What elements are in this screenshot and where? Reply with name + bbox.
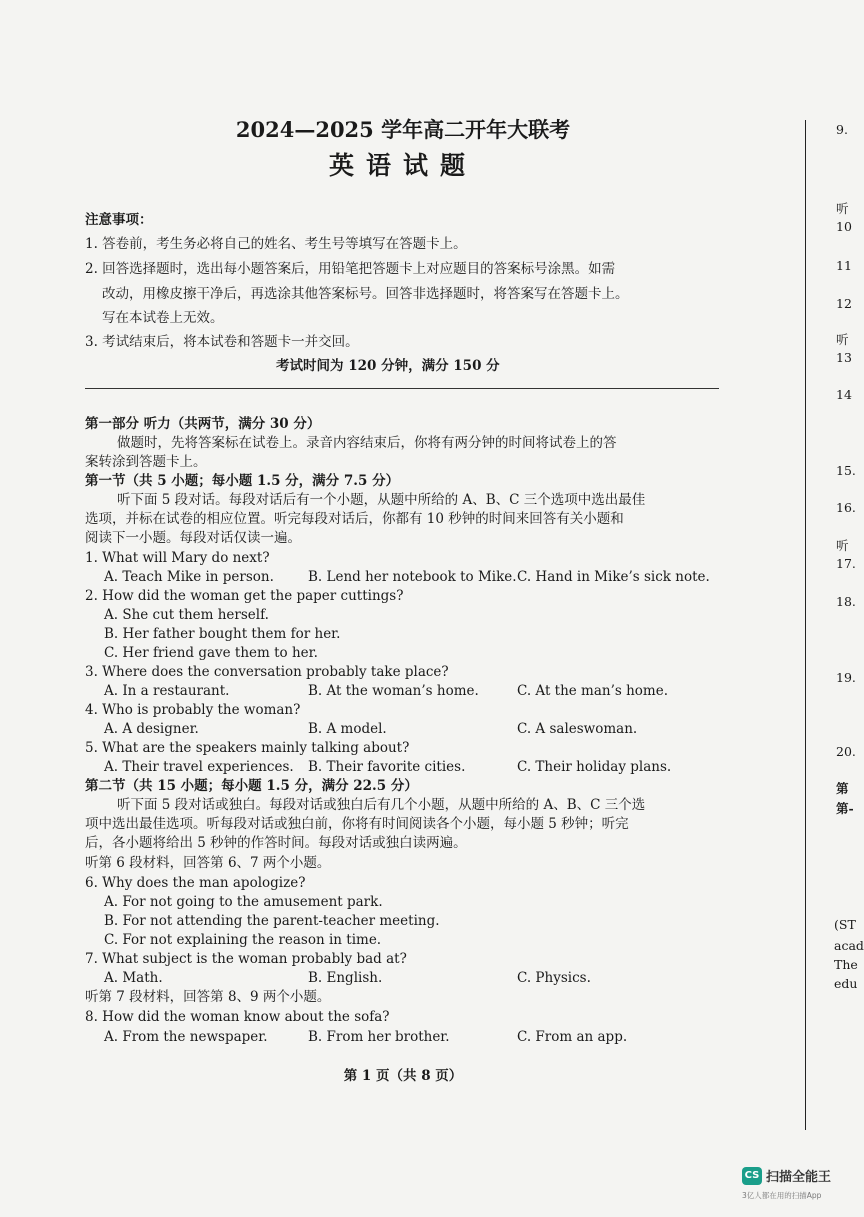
section2-intro: 听下面 5 段对话或独白。每段对话或独白后有几个小题，从题中所给的 A、B、C 三个选 <box>117 797 646 813</box>
option-c: C. Physics. <box>517 970 591 986</box>
edge-text: 第 <box>836 781 849 796</box>
edge-text: 17. <box>836 556 856 571</box>
next-column-fragment <box>830 0 864 1217</box>
option-b: B. For not attending the parent-teacher meeting. <box>104 913 440 929</box>
column-divider <box>805 120 806 1130</box>
edge-text: 15. <box>836 463 856 478</box>
page-number: 第 1 页（共 8 页） <box>343 1068 463 1084</box>
option-a: A. In a restaurant. <box>104 683 230 699</box>
edge-text: 20. <box>836 744 856 759</box>
edge-text: 听 <box>836 201 849 216</box>
exam-time: 考试时间为 120 分钟，满分 150 分 <box>276 358 500 374</box>
option-a: A. For not going to the amusement park. <box>104 894 383 910</box>
edge-text: acad <box>834 938 864 953</box>
option-c: C. Their holiday plans. <box>517 759 672 775</box>
question-stem: 4. Who is probably the woman? <box>85 702 301 718</box>
section1-intro: 听下面 5 段对话。每段对话后有一个小题，从题中所给的 A、B、C 三个选项中选出最佳 <box>117 492 646 508</box>
edge-text: 听 <box>836 332 849 347</box>
notice-item: 改动，用橡皮擦干净后，再选涂其他答案标号。回答非选择题时，将答案写在答题卡上。 <box>102 286 629 302</box>
option-b: B. English. <box>308 970 383 986</box>
option-c: C. A saleswoman. <box>517 721 638 737</box>
option-b: B. Their favorite cities. <box>308 759 466 775</box>
edge-text: 9. <box>836 122 848 137</box>
question-stem: 8. How did the woman know about the sofa? <box>85 1009 390 1025</box>
option-c: C. Her friend gave them to her. <box>104 645 318 661</box>
edge-text: edu <box>834 976 858 991</box>
option-b: B. Lend her notebook to Mike. <box>308 569 517 585</box>
part1-intro: 案转涂到答题卡上。 <box>85 454 207 470</box>
scanner-tagline: 3亿人都在用的扫描App <box>742 1191 822 1200</box>
section2-intro: 项中选出最佳选项。听每段对话或独白前，你将有时间阅读各个小题，每小题 5 秒钟；听完 <box>85 816 629 832</box>
option-a: A. Math. <box>104 970 163 986</box>
section2-intro: 后，各小题将给出 5 秒钟的作答时间。每段对话或独白读两遍。 <box>85 835 467 851</box>
edge-text: (ST <box>834 917 856 932</box>
section1-intro: 选项，并标在试卷的相应位置。听完每段对话后，你都有 10 秒钟的时间来回答有关小题和 <box>85 511 624 527</box>
exam-title: 2024—2025 学年高二开年大联考 <box>235 117 571 142</box>
option-c: C. From an app. <box>517 1029 628 1045</box>
notice-item: 写在本试卷上无效。 <box>102 310 224 326</box>
edge-text: 14 <box>836 387 852 402</box>
edge-text: 第- <box>836 801 854 816</box>
option-b: B. At the woman’s home. <box>308 683 479 699</box>
part1-heading: 第一部分 听力（共两节，满分 30 分） <box>85 416 321 432</box>
edge-text: 11 <box>836 258 852 273</box>
edge-text: The <box>834 957 858 972</box>
section1-heading: 第一节（共 5 小题；每小题 1.5 分，满分 7.5 分） <box>85 473 400 489</box>
section2-heading: 第二节（共 15 小题；每小题 1.5 分，满分 22.5 分） <box>85 778 418 794</box>
section1-intro: 阅读下一小题。每段对话仅读一遍。 <box>85 530 301 546</box>
question-stem: 2. How did the woman get the paper cuttings? <box>85 588 404 604</box>
scanner-watermark <box>742 1166 831 1185</box>
question-stem: 1. What will Mary do next? <box>85 550 270 566</box>
notice-item: 3. 考试结束后，将本试卷和答题卡一并交回。 <box>85 334 359 350</box>
option-b: B. Her father bought them for her. <box>104 626 341 642</box>
option-a: A. She cut them herself. <box>104 607 269 623</box>
edge-text: 19. <box>836 670 856 685</box>
question-stem: 5. What are the speakers mainly talking about? <box>85 740 410 756</box>
question-stem: 7. What subject is the woman probably bad at? <box>85 951 407 967</box>
option-a: A. From the newspaper. <box>104 1029 268 1045</box>
edge-text: 13 <box>836 350 852 365</box>
segment-instruction: 听第 7 段材料，回答第 8、9 两个小题。 <box>85 989 331 1005</box>
scanner-app-name: 扫描全能王 <box>766 1170 832 1185</box>
part1-intro: 做题时，先将答案标在试卷上。录音内容结束后，你将有两分钟的时间将试卷上的答 <box>117 435 617 451</box>
question-stem: 3. Where does the conversation probably take place? <box>85 664 449 680</box>
question-stem: 6. Why does the man apologize? <box>85 875 306 891</box>
option-b: B. From her brother. <box>308 1029 450 1045</box>
option-b: B. A model. <box>308 721 387 737</box>
option-a: A. Their travel experiences. <box>104 759 294 775</box>
divider <box>85 388 719 389</box>
notice-heading: 注意事项： <box>85 212 153 228</box>
edge-text: 10 <box>836 219 852 234</box>
edge-text: 12 <box>836 296 852 311</box>
option-c: C. For not explaining the reason in time. <box>104 932 382 948</box>
segment-instruction: 听第 6 段材料，回答第 6、7 两个小题。 <box>85 855 331 871</box>
subject-title: 英语试题 <box>328 151 477 180</box>
option-a: A. A designer. <box>104 721 199 737</box>
notice-item: 2. 回答选择题时，选出每小题答案后，用铅笔把答题卡上对应题目的答案标号涂黑。如需 <box>85 261 616 277</box>
edge-text: 18. <box>836 594 856 609</box>
notice-item: 1. 答卷前，考生务必将自己的姓名、考生号等填写在答题卡上。 <box>85 236 467 252</box>
edge-text: 听 <box>836 538 849 553</box>
option-c: C. At the man’s home. <box>517 683 669 699</box>
camscanner-logo-icon: CS <box>742 1167 762 1185</box>
option-a: A. Teach Mike in person. <box>104 569 274 585</box>
edge-text: 16. <box>836 500 856 515</box>
option-c: C. Hand in Mike’s sick note. <box>517 569 710 585</box>
